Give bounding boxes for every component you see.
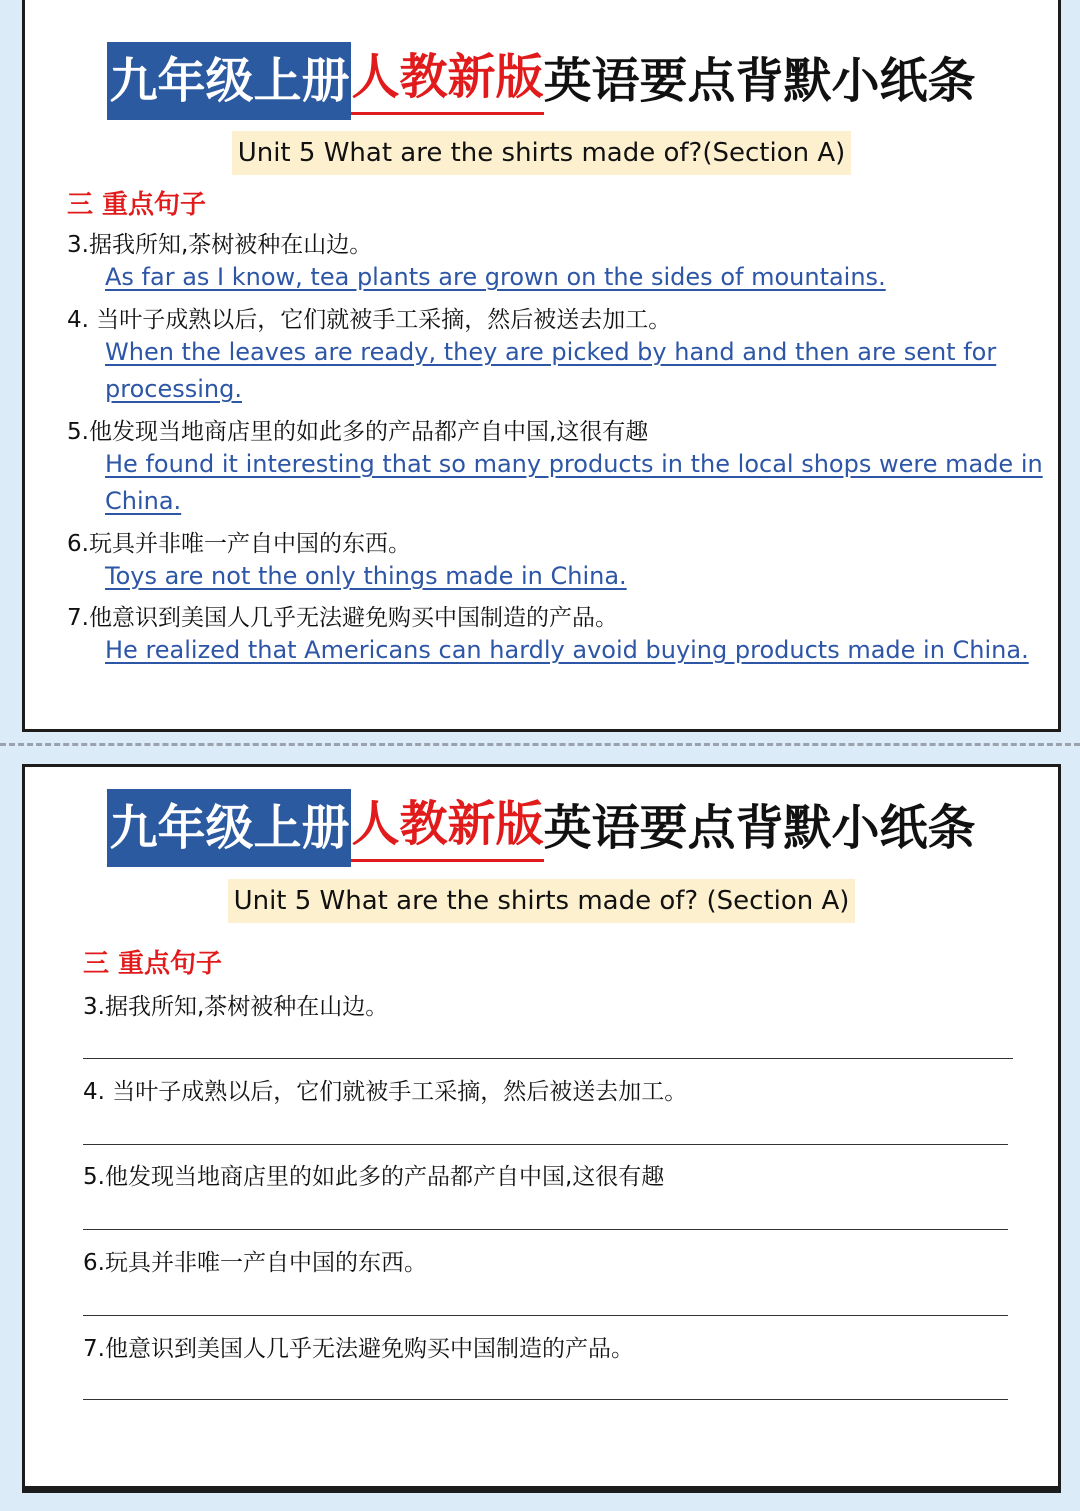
answer-blank[interactable] <box>83 1315 1008 1316</box>
unit-heading: Unit 5 What are the shirts made of?(Section A) <box>25 131 1058 175</box>
title-grade: 九年级上册 <box>107 789 351 867</box>
sentence-en: As far as I know, tea plants are grown on the sides of mountains. <box>105 263 886 291</box>
answer-card <box>22 0 1061 732</box>
answer-blank[interactable] <box>83 1399 1008 1400</box>
sentence-cn: 4. 当叶子成熟以后，它们就被手工采摘，然后被送去加工。 <box>83 1079 688 1105</box>
sentence-cn: 7.他意识到美国人几乎无法避免购买中国制造的产品。 <box>67 605 618 631</box>
sentence-cn: 4. 当叶子成熟以后，它们就被手工采摘，然后被送去加工。 <box>67 307 672 333</box>
page-title <box>25 789 1058 867</box>
sentence-cn: 7.他意识到美国人几乎无法避免购买中国制造的产品。 <box>83 1336 634 1362</box>
sentence-en: China. <box>105 487 182 515</box>
unit-heading: Unit 5 What are the shirts made of? (Section A) <box>25 879 1058 923</box>
title-grade: 九年级上册 <box>107 42 351 120</box>
title-edition: 人教新版 <box>351 42 543 115</box>
sentence-en: Toys are not the only things made in China. <box>105 562 627 590</box>
sentence-cn: 5.他发现当地商店里的如此多的产品都产自中国,这很有趣 <box>83 1164 665 1190</box>
title-edition: 人教新版 <box>351 789 543 862</box>
sentence-cn: 3.据我所知,茶树被种在山边。 <box>83 994 389 1020</box>
bottom-border <box>22 1489 1061 1493</box>
sentence-cn: 5.他发现当地商店里的如此多的产品都产自中国,这很有趣 <box>67 419 649 445</box>
page-title <box>25 42 1058 120</box>
answer-blank[interactable] <box>83 1144 1008 1145</box>
sentence-cn: 6.玩具并非唯一产自中国的东西。 <box>83 1250 427 1276</box>
answer-blank[interactable] <box>83 1058 1013 1059</box>
section-heading: 三 重点句子 <box>83 949 223 979</box>
sentence-en: processing. <box>105 375 242 403</box>
answer-blank[interactable] <box>83 1229 1008 1230</box>
sentence-cn: 3.据我所知,茶树被种在山边。 <box>67 232 373 258</box>
cut-line <box>0 743 1080 746</box>
title-subject: 英语要点背默小纸条 <box>543 800 976 856</box>
sentence-en: He found it interesting that so many products in the local shops were made in <box>105 450 1043 478</box>
sentence-en: He realized that Americans can hardly avoid buying products made in China. <box>105 636 1029 664</box>
practice-card <box>22 764 1061 1489</box>
section-heading: 三 重点句子 <box>67 190 207 220</box>
sentence-en: When the leaves are ready, they are picked by hand and then are sent for <box>105 338 997 366</box>
sentence-cn: 6.玩具并非唯一产自中国的东西。 <box>67 531 411 557</box>
title-subject: 英语要点背默小纸条 <box>543 53 976 109</box>
